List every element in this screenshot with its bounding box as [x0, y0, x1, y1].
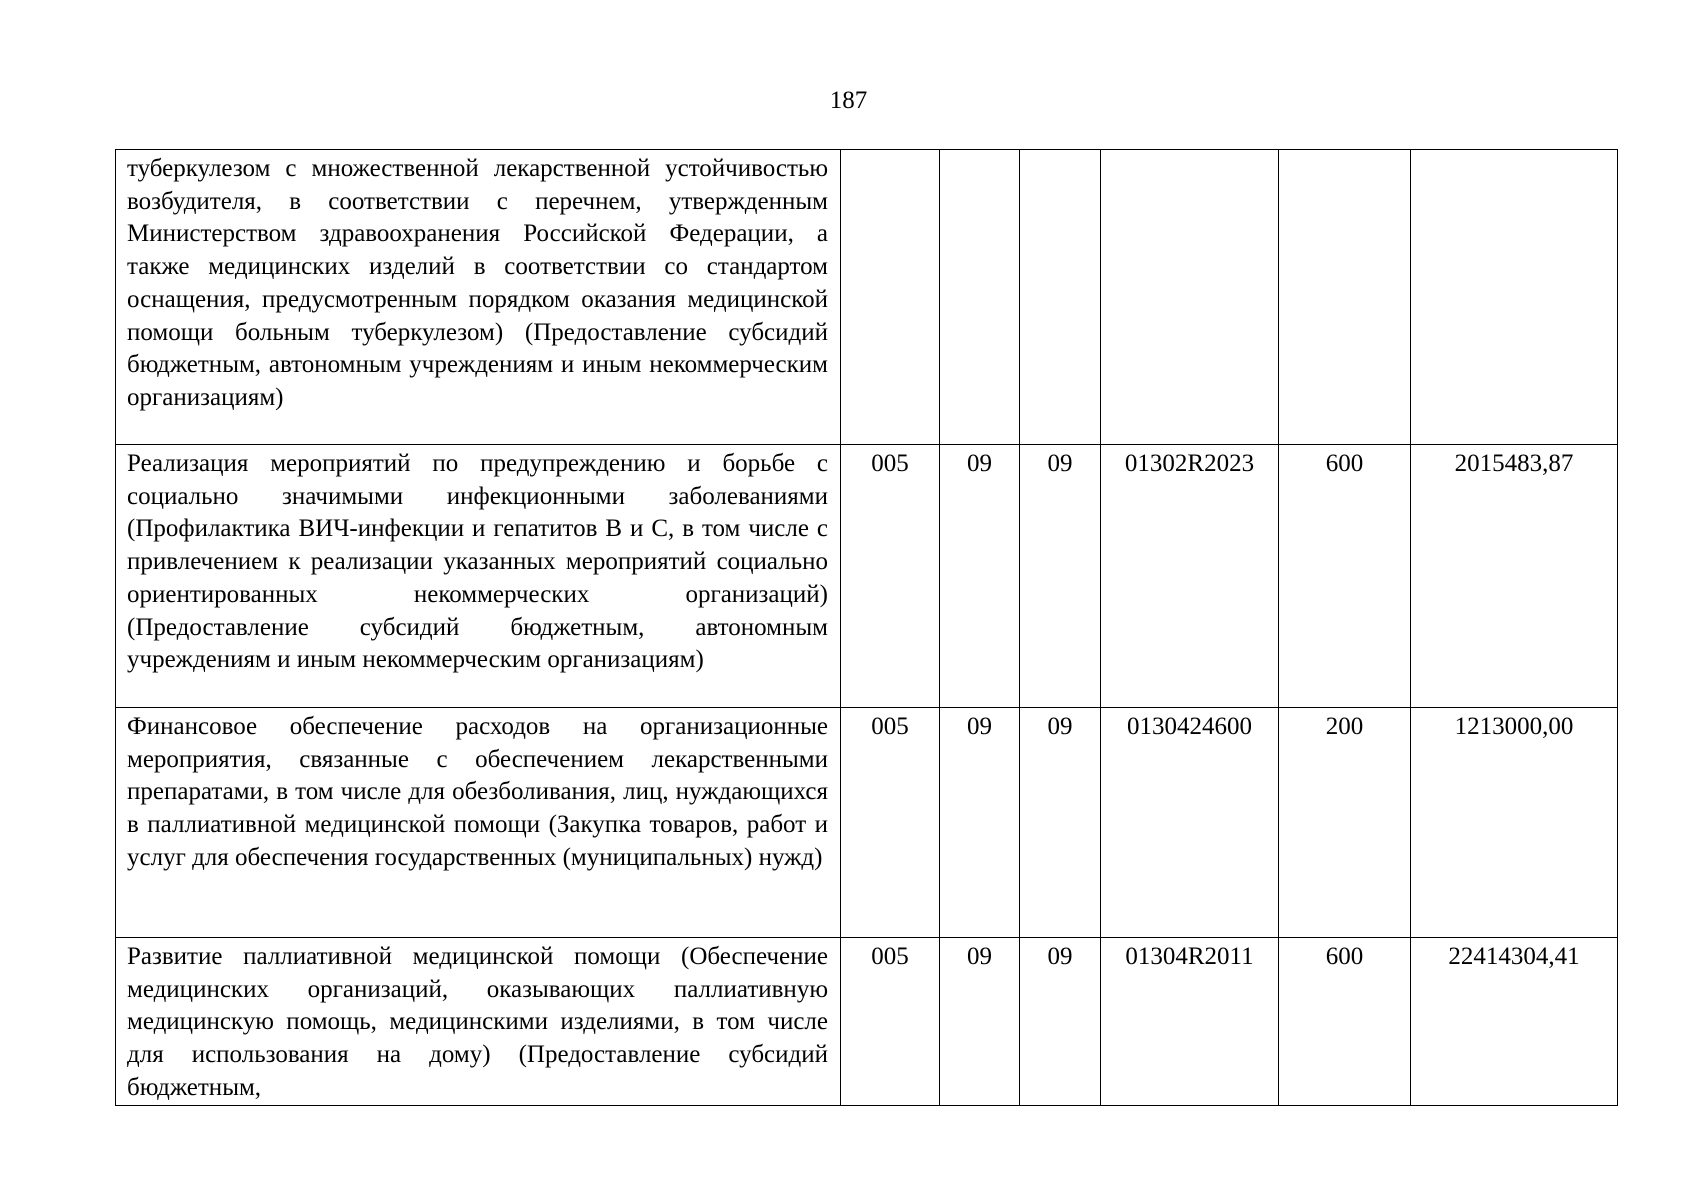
row-expense-type-code: 600 — [1279, 938, 1411, 1106]
row-target-article-code: 0130424600 — [1101, 708, 1279, 938]
row-expense-type-code — [1279, 150, 1411, 445]
row-subsection-code: 09 — [1020, 708, 1101, 938]
table-row — [116, 150, 1618, 445]
row-amount — [1411, 150, 1618, 445]
row-amount: 2015483,87 — [1411, 445, 1618, 708]
row-target-article-code: 01302R2023 — [1101, 445, 1279, 708]
row-ministry-code: 005 — [841, 445, 940, 708]
row-ministry-code: 005 — [841, 938, 940, 1106]
row-expense-type-code: 600 — [1279, 445, 1411, 708]
budget-table — [115, 149, 1618, 1106]
row-subsection-code: 09 — [1020, 938, 1101, 1106]
row-description: Реализация мероприятий по предупреждению и борьбе с социально значимыми инфекционными заболеваниями (Профилактика ВИЧ-инфекции и гепатитов B и C, в том числе с привлечением к реализации указанных мероприятий социально ориентированных некоммерческих организаций) (Предоставление субсидий бюджетным, автономным учреждениям и иным некоммерческим организациям) — [116, 445, 841, 708]
row-description: Развитие паллиативной медицинской помощи (Обеспечение медицинских организаций, оказывающих паллиативную медицинскую помощь, медицинскими изделиями, в том числе для использования на дому) (Предоставление субсидий бюджетным, — [116, 938, 841, 1106]
row-section-code: 09 — [940, 445, 1020, 708]
row-subsection-code: 09 — [1020, 445, 1101, 708]
table-row — [116, 445, 1618, 708]
row-target-article-code — [1101, 150, 1279, 445]
row-subsection-code — [1020, 150, 1101, 445]
row-description: туберкулезом с множественной лекарственной устойчивостью возбудителя, в соответствии с перечнем, утвержденным Министерством здравоохранения Российской Федерации, а также медицинских изделий в соответствии со стандартом оснащения, предусмотренным порядком оказания медицинской помощи больным туберкулезом) (Предоставление субсидий бюджетным, автономным учреждениям и иным некоммерческим организациям) — [116, 150, 841, 445]
row-expense-type-code: 200 — [1279, 708, 1411, 938]
row-section-code — [940, 150, 1020, 445]
row-target-article-code: 01304R2011 — [1101, 938, 1279, 1106]
table-row — [116, 938, 1618, 1106]
table-row — [116, 708, 1618, 938]
page-number: 187 — [829, 87, 868, 114]
row-ministry-code: 005 — [841, 708, 940, 938]
row-description: Финансовое обеспечение расходов на организационные мероприятия, связанные с обеспечением лекарственными препаратами, в том числе для обезболивания, лиц, нуждающихся в паллиативной медицинской помощи (Закупка товаров, работ и услуг для обеспечения государственных (муниципальных) нужд) — [116, 708, 841, 938]
row-section-code: 09 — [940, 938, 1020, 1106]
row-section-code: 09 — [940, 708, 1020, 938]
row-ministry-code — [841, 150, 940, 445]
row-amount: 22414304,41 — [1411, 938, 1618, 1106]
row-amount: 1213000,00 — [1411, 708, 1618, 938]
